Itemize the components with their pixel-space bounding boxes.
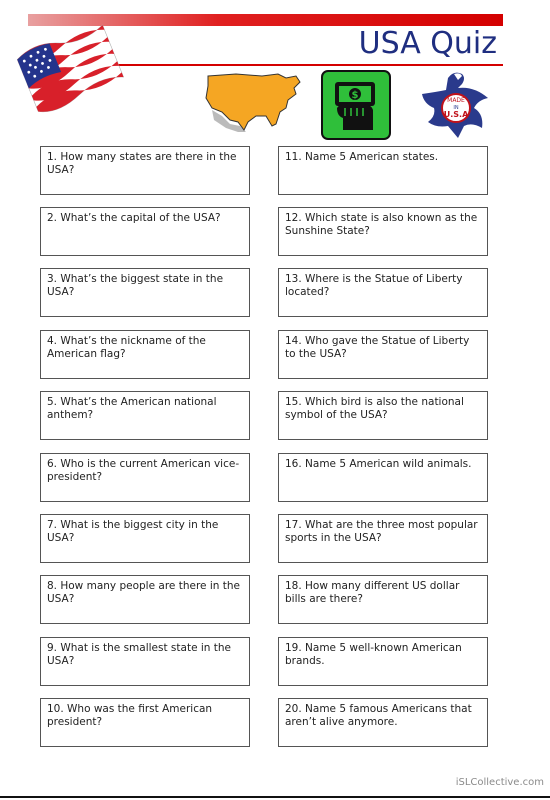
question-box-11[interactable]: 11. Name 5 American states.: [278, 146, 488, 195]
question-box-18[interactable]: 18. How many different US dollar bills are there?: [278, 575, 488, 624]
page-title: USA Quiz: [358, 26, 497, 61]
question-box-6[interactable]: 6. Who is the current American vice-president?: [40, 453, 250, 502]
eagle-badge-usa: U.S.A: [443, 110, 469, 119]
question-box-20[interactable]: 20. Name 5 famous Americans that aren’t alive anymore.: [278, 698, 488, 747]
question-box-12[interactable]: 12. Which state is also known as the Sunshine State?: [278, 207, 488, 256]
svg-text:$: $: [351, 90, 359, 101]
money-hand-icon: [321, 70, 391, 140]
question-box-14[interactable]: 14. Who gave the Statue of Liberty to the USA?: [278, 330, 488, 379]
question-box-7[interactable]: 7. What is the biggest city in the USA?: [40, 514, 250, 563]
question-box-9[interactable]: 9. What is the smallest state in the USA?: [40, 637, 250, 686]
question-box-17[interactable]: 17. What are the three most popular sports in the USA?: [278, 514, 488, 563]
question-box-3[interactable]: 3. What’s the biggest state in the USA?: [40, 268, 250, 317]
question-box-19[interactable]: 19. Name 5 well-known American brands.: [278, 637, 488, 686]
question-box-4[interactable]: 4. What’s the nickname of the American flag?: [40, 330, 250, 379]
usa-map-icon: [200, 66, 308, 138]
question-box-1[interactable]: 1. How many states are there in the USA?: [40, 146, 250, 195]
bottom-divider: [0, 796, 550, 798]
question-box-5[interactable]: 5. What’s the American national anthem?: [40, 391, 250, 440]
watermark: iSLCollective.com: [455, 777, 544, 788]
eagle-badge-in: IN: [453, 105, 459, 111]
eagle-badge-made: MADE: [447, 97, 465, 104]
question-box-15[interactable]: 15. Which bird is also the national symbol of the USA?: [278, 391, 488, 440]
question-box-8[interactable]: 8. How many people are there in the USA?: [40, 575, 250, 624]
question-box-2[interactable]: 2. What’s the capital of the USA?: [40, 207, 250, 256]
american-flag-icon: [14, 6, 126, 118]
question-box-16[interactable]: 16. Name 5 American wild animals.: [278, 453, 488, 502]
question-box-13[interactable]: 13. Where is the Statue of Liberty located?: [278, 268, 488, 317]
eagle-icon: [418, 68, 494, 142]
question-box-10[interactable]: 10. Who was the first American president?: [40, 698, 250, 747]
